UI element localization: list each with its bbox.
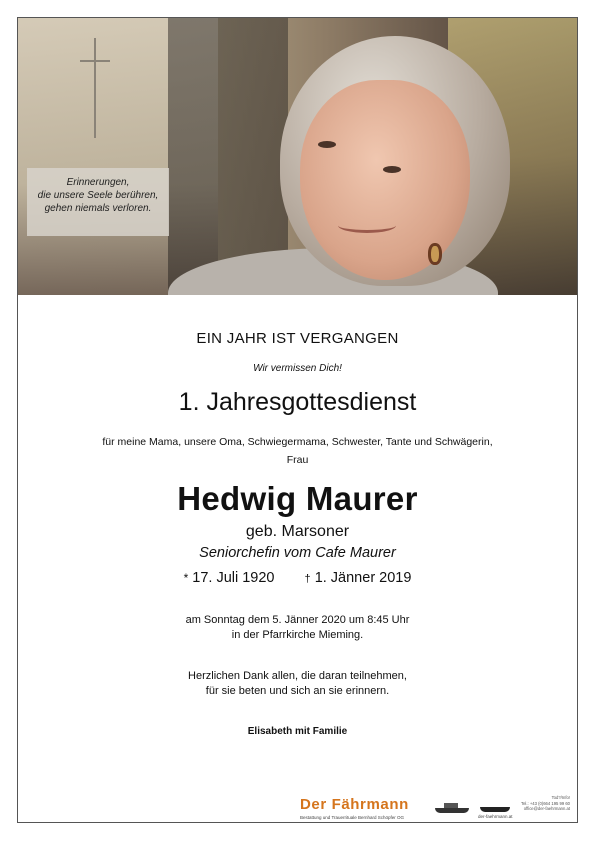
- contact-email[interactable]: office@der-faehrmann.at: [523, 806, 570, 811]
- ferry-boat-icon: [480, 804, 510, 813]
- deceased-name: Hedwig Maurer: [177, 480, 418, 517]
- obituary-card: [17, 17, 578, 823]
- website-link[interactable]: der-faehrmann.at: [478, 814, 513, 819]
- death-date: † 1. Jänner 2019: [304, 570, 412, 586]
- brand-tagline: Bestattung und Trauerrituale Bernhard Schöpfer OG: [300, 815, 405, 820]
- service-location: in der Pfarrkirche Mieming.: [231, 629, 364, 641]
- portrait-photo: [18, 18, 577, 295]
- ferry-boat-icon: [435, 802, 469, 814]
- contact-phone: Tel.: +43 (0)664 195 99 60: [520, 800, 570, 806]
- salutation: Frau: [286, 454, 309, 466]
- contact-info: [514, 795, 570, 812]
- quote-line: die unsere Seele berühren,: [37, 190, 159, 201]
- quote-line: Erinnerungen,: [66, 177, 130, 188]
- signature: Elisabeth mit Familie: [247, 726, 348, 737]
- star-icon: *: [183, 571, 189, 585]
- brand-logo: Der Fährmann: [300, 796, 409, 813]
- service-date: am Sonntag dem 5. Jänner 2020 um 8:45 Uhr: [185, 614, 410, 626]
- life-dates: [18, 570, 577, 586]
- memorial-quote: [27, 168, 169, 236]
- birth-date: * 17. Juli 1920: [183, 570, 275, 586]
- earring: [428, 243, 442, 265]
- thanks-line: Herzlichen Dank allen, die daran teilnehmen,: [188, 670, 407, 682]
- headline: EIN JAHR IST VERGANGEN: [196, 330, 399, 347]
- quote-line: gehen niemals verloren.: [44, 203, 152, 214]
- cross-icon: [80, 38, 110, 138]
- funeral-home-footer: [300, 790, 570, 820]
- relations-line: für meine Mama, unsere Oma, Schwiegermama, Schwester, Tante und Schwägerin,: [102, 436, 493, 448]
- subheadline: Wir vermissen Dich!: [253, 363, 342, 374]
- thanks-line: für sie beten und sich an sie erinnern.: [205, 685, 390, 697]
- role: Seniorchefin vom Cafe Maurer: [199, 545, 396, 561]
- birth-name: geb. Marsoner: [245, 523, 350, 540]
- page-title: 1. Jahresgottesdienst: [178, 388, 417, 416]
- cross-small-icon: †: [304, 573, 311, 585]
- contact-label: Tod?/Info!: [551, 795, 570, 800]
